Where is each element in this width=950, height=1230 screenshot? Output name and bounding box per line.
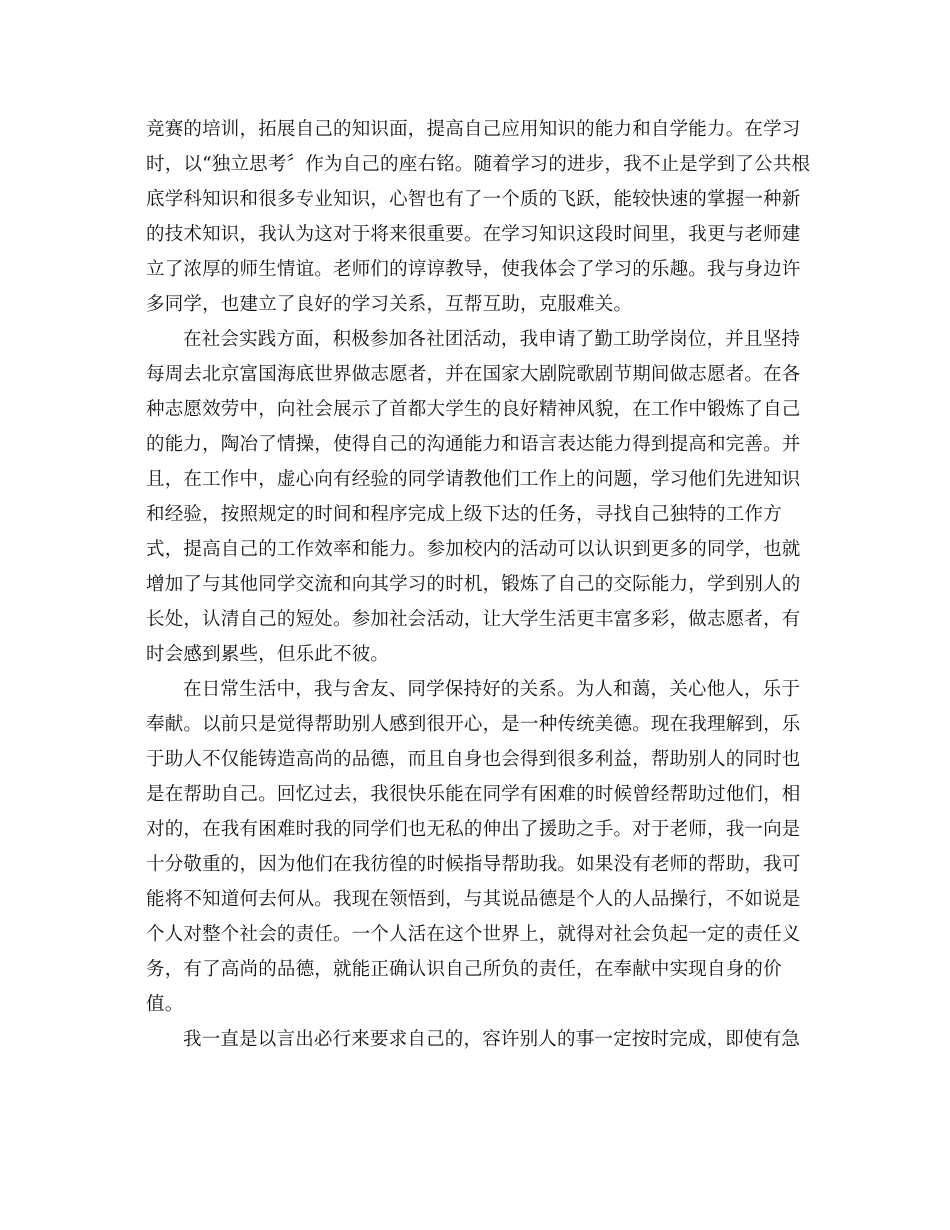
- text-line: 能将不知道何去何从。我现在领悟到，与其说品德是个人的人品操行，不如说是: [146, 889, 801, 910]
- paragraph-study: [146, 112, 811, 322]
- text-line: 值。: [146, 994, 184, 1015]
- text-line: 时，以“独立思考〞作为自己的座右铭。随着学习的进步，我不止是学到了公共根: [146, 154, 811, 175]
- text-line: 务，有了高尚的品德，就能正确认识自己所负的责任，在奉献中实现自身的价: [146, 959, 782, 980]
- text-line: 增加了与其他同学交流和向其学习的时机，锻炼了自己的交际能力，学到别人的: [146, 574, 801, 595]
- paragraph-commitment: [146, 1022, 802, 1057]
- document-body: [146, 112, 811, 1057]
- text-line: 立了浓厚的师生情谊。老师们的谆谆教导，使我体会了学习的乐趣。我与身边许: [146, 259, 801, 280]
- text-line: 每周去北京富国海底世界做志愿者，并在国家大剧院歌剧节期间做志愿者。在各: [146, 364, 801, 385]
- text-line: 的能力，陶冶了情操，使得自己的沟通能力和语言表达能力得到提高和完善。并: [146, 434, 801, 455]
- text-line: 在社会实践方面，积极参加各社团活动，我申请了勤工助学岗位，并且坚持: [183, 329, 801, 350]
- text-line: 长处，认清自己的短处。参加社会活动，让大学生活更丰富多彩，做志愿者，有: [146, 609, 801, 630]
- text-line: 底学科知识和很多专业知识，心智也有了一个质的飞跃，能较快速的掌握一种新: [146, 189, 801, 210]
- paragraph-social-practice: [146, 322, 802, 672]
- text-line: 和经验，按照规定的时间和程序完成上级下达的任务，寻找自己独特的工作方: [146, 504, 782, 525]
- text-line: 在日常生活中，我与舍友、同学保持好的关系。为人和蔼，关心他人，乐于: [183, 679, 801, 700]
- text-line: 个人对整个社会的责任。一个人活在这个世界上，就得对社会负起一定的责任义: [146, 924, 801, 945]
- text-line: 我一直是以言出必行来要求自己的，容许别人的事一定按时完成，即使有急: [183, 1029, 801, 1050]
- text-line: 奉献。以前只是觉得帮助别人感到很开心，是一种传统美德。现在我理解到，乐: [146, 714, 801, 735]
- text-line: 对的，在我有困难时我的同学们也无私的伸出了援助之手。对于老师，我一向是: [146, 819, 801, 840]
- text-line: 且，在工作中，虚心向有经验的同学请教他们工作上的问题，学习他们先进知识: [146, 469, 801, 490]
- text-line: 是在帮助自己。回忆过去，我很快乐能在同学有困难的时候曾经帮助过他们，相: [146, 784, 801, 805]
- text-line: 于助人不仅能铸造高尚的品德，而且自身也会得到很多利益，帮助别人的同时也: [146, 749, 801, 770]
- text-line: 种志愿效劳中，向社会展示了首都大学生的良好精神风貌，在工作中锻炼了自己: [146, 399, 801, 420]
- text-line: 的技术知识，我认为这对于将来很重要。在学习知识这段时间里，我更与老师建: [146, 224, 801, 245]
- text-line: 十分敬重的，因为他们在我彷徨的时候指导帮助我。如果没有老师的帮助，我可: [146, 854, 801, 875]
- text-line: 式，提高自己的工作效率和能力。参加校内的活动可以认识到更多的同学，也就: [146, 539, 801, 560]
- text-line: 时会感到累些，但乐此不彼。: [146, 644, 390, 665]
- text-line: 多同学，也建立了良好的学习关系，互帮互助，克服难关。: [146, 294, 633, 315]
- paragraph-daily-life: [146, 672, 802, 1022]
- text-line: 竞赛的培训，拓展自己的知识面，提高自己应用知识的能力和自学能力。在学习: [146, 119, 801, 140]
